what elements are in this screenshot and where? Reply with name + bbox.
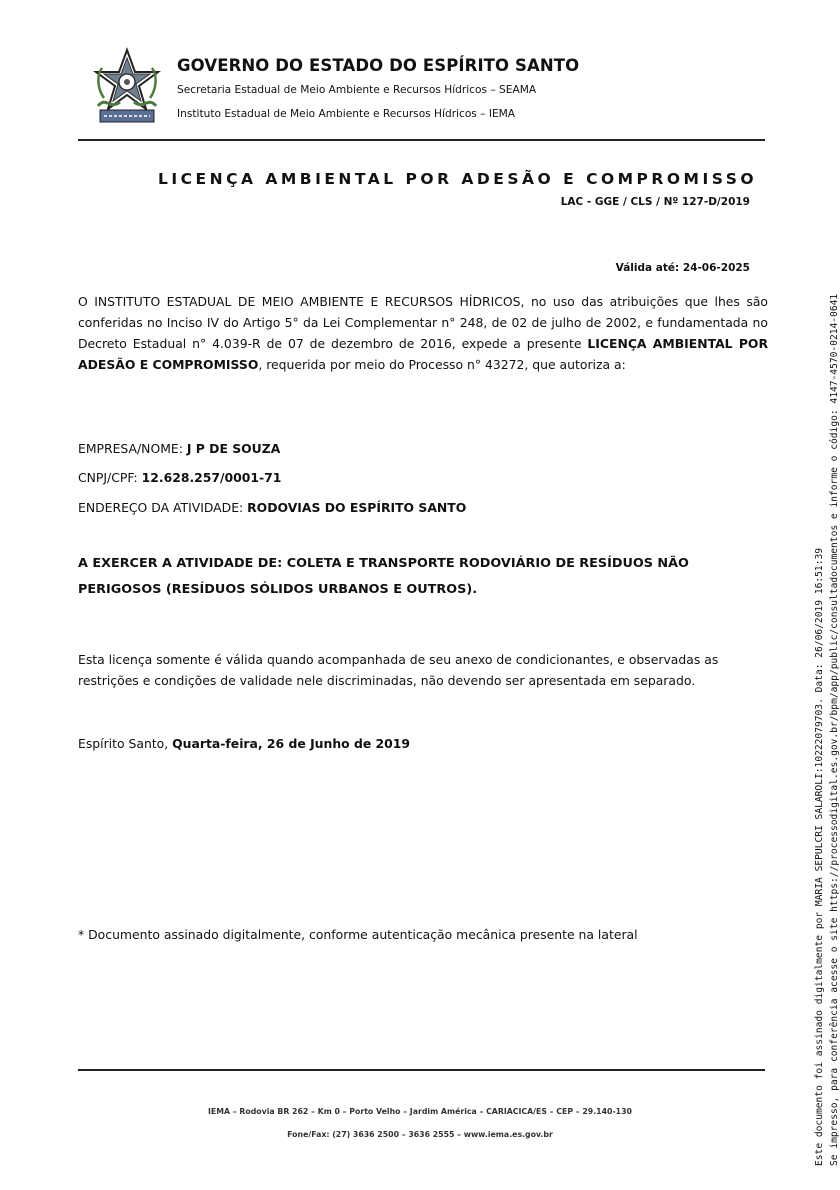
validity-conditions-paragraph: Esta licença somente é válida quando acompanhada de seu anexo de condicionantes, e observadas as restrições e condições de validade nele discriminadas, não devendo ser apresentada em separado. — [78, 652, 719, 688]
document-number: LAC - GGE / CLS / Nº 127-D/2019 — [560, 196, 750, 208]
state-coat-of-arms-icon — [90, 46, 164, 128]
validity-date: Válida até: 24-06-2025 — [615, 262, 750, 274]
footer-contact: Fone/Fax: (27) 3636 2500 – 3636 2555 – www.iema.es.gov.br — [287, 1130, 553, 1139]
place-and-date — [78, 736, 410, 751]
footer-address: IEMA – Rodovia BR 262 – Km 0 – Porto Velho – Jardim América – CARIACICA/ES – CEP – 29.140-130 — [208, 1107, 632, 1116]
side-authentication-stamp — [812, 294, 840, 1166]
issue-date: Quarta-feira, 26 de Junho de 2019 — [172, 736, 411, 751]
intro-paragraph — [78, 291, 768, 375]
activity-description: A EXERCER A ATIVIDADE DE: COLETA E TRANSPORTE RODOVIÁRIO DE RESÍDUOS NÃO PERIGOSOS (RESÍDUOS SÓLIDOS URBANOS E OUTROS). — [78, 556, 689, 597]
document-title: LICENÇA AMBIENTAL POR ADESÃO E COMPROMISSO — [158, 170, 758, 188]
company-label: EMPRESA/NOME: — [78, 441, 187, 456]
institute-name: Instituto Estadual de Meio Ambiente e Recursos Hídricos – IEMA — [177, 108, 516, 120]
secretariat-name: Secretaria Estadual de Meio Ambiente e Recursos Hídricos – SEAMA — [177, 84, 537, 96]
cnpj-label: CNPJ/CPF: — [78, 470, 142, 485]
address-value: RODOVIAS DO ESPÍRITO SANTO — [247, 500, 467, 515]
cnpj-value: 12.628.257/0001-71 — [141, 470, 282, 485]
header-divider — [78, 139, 765, 141]
intro-text-part2: , requerida por meio do Processo n° 43272, que autoriza a: — [258, 357, 626, 372]
cnpj-field — [78, 470, 281, 485]
address-field — [78, 500, 466, 515]
license-name: LICENÇA AMBIENTAL POR ADESÃO E COMPROMISSO — [78, 336, 769, 372]
address-label: ENDEREÇO DA ATIVIDADE: — [78, 500, 248, 515]
company-field — [78, 441, 280, 456]
place: Espírito Santo, — [78, 736, 173, 751]
company-value: J P DE SOUZA — [186, 441, 281, 456]
side-authentication-line2: Se impresso, para conferência acesse o site https://processodigital.es.gov.br/bpm/app/public/consultadocumentos e informe o código: 4147-4570-0214-0641 — [829, 293, 840, 1166]
footer-divider — [78, 1069, 765, 1071]
digital-signature-note: * Documento assinado digitalmente, conforme autenticação mecânica presente na lateral — [78, 927, 638, 942]
side-authentication-line1: Este documento foi assinado digitalmente por MARIA SEPULCRI SALAROLI:10222079703. Data: 26/06/2019 16:51:39 — [814, 547, 825, 1166]
intro-text-part1: O INSTITUTO ESTADUAL DE MEIO AMBIENTE E RECURSOS HÍDRICOS, no uso das atribuições que lhes são conferidas no Inciso IV do Artigo 5° da Lei Complementar n° 248, de 02 de julho de 2002, e fundamentada no Decreto Estadual n° 4.039-R de 07 de dezembro de 2016, expede a presente — [78, 294, 768, 351]
government-title: GOVERNO DO ESTADO DO ESPÍRITO SANTO — [177, 56, 580, 75]
